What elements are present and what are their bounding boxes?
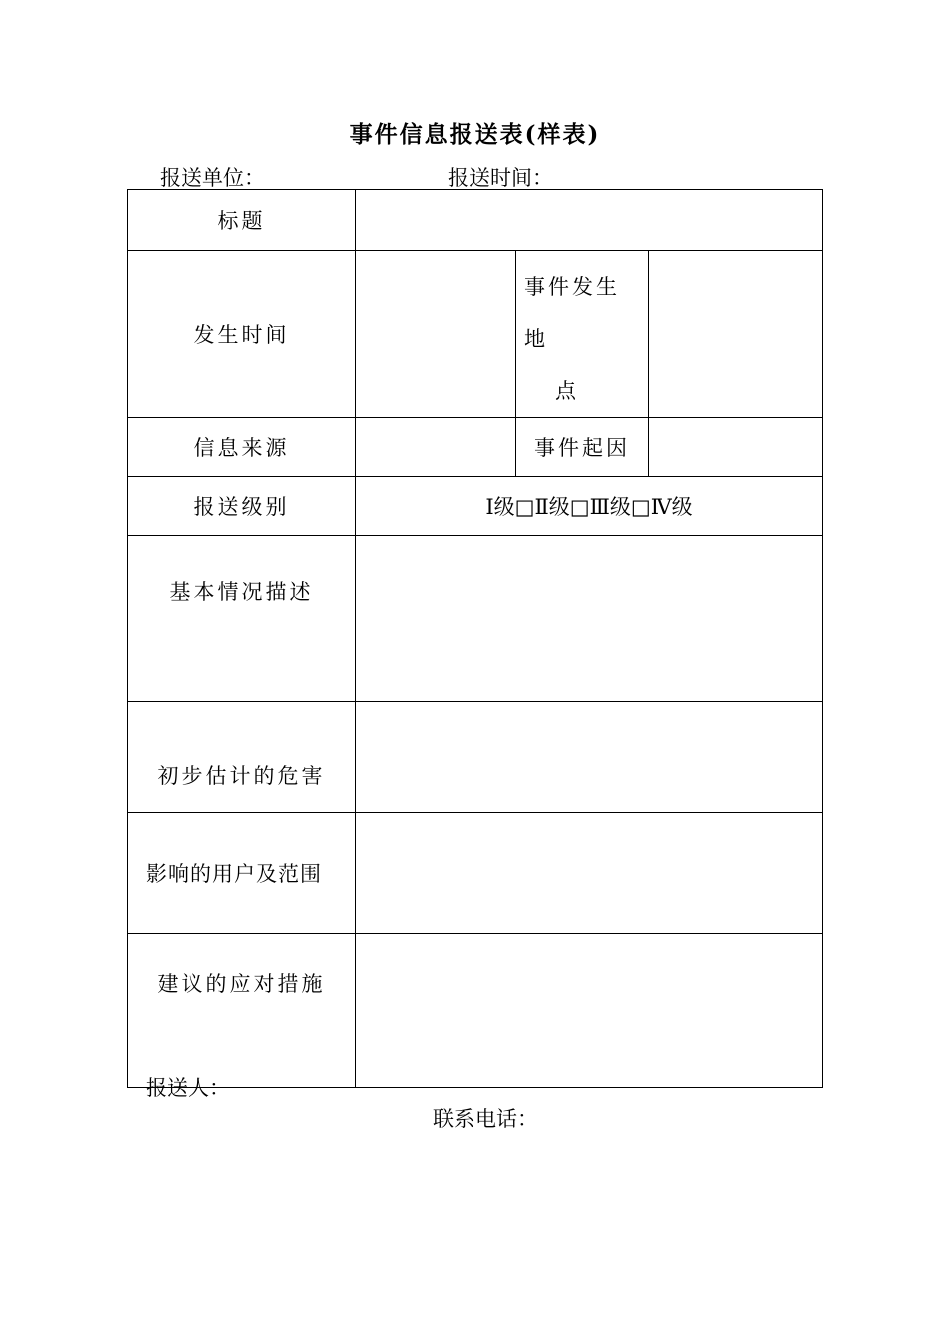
- event-place-label: [516, 251, 649, 418]
- report-time-label: 报送时间：: [448, 166, 553, 190]
- impact-label: 影响的用户及范围: [128, 813, 356, 934]
- report-unit-label: 报送单位：: [160, 166, 265, 190]
- title-label: 标题: [128, 190, 356, 251]
- measures-field[interactable]: [356, 934, 823, 1088]
- occurrence-time-label: 发生时间: [128, 251, 356, 418]
- table-row-time-place: [128, 251, 823, 418]
- table-row-description: [128, 536, 823, 702]
- report-level-label: 报送级别: [128, 477, 356, 536]
- event-place-field[interactable]: [649, 251, 823, 418]
- event-place-line2: 地: [524, 327, 548, 351]
- event-place-line3: 点: [555, 379, 579, 403]
- title-field[interactable]: [356, 190, 823, 251]
- table-row-level: [128, 477, 823, 536]
- event-cause-label: 事件起因: [516, 418, 649, 477]
- page-title: 事件信息报送表(样表): [349, 121, 601, 148]
- impact-field[interactable]: [356, 813, 823, 934]
- report-level-options[interactable]: Ⅰ级□Ⅱ级□Ⅲ级□Ⅳ级: [356, 477, 823, 536]
- description-label: 基本情况描述: [128, 536, 356, 702]
- table-row-measures: [128, 934, 823, 1088]
- event-cause-field[interactable]: [649, 418, 823, 477]
- info-source-field[interactable]: [356, 418, 516, 477]
- table-row-impact: [128, 813, 823, 934]
- table-row-source-cause: [128, 418, 823, 477]
- event-report-table: [127, 189, 823, 1088]
- table-row-harm: [128, 702, 823, 813]
- phone-label: 联系电话：: [433, 1107, 538, 1131]
- occurrence-time-field[interactable]: [356, 251, 516, 418]
- description-field[interactable]: [356, 536, 823, 702]
- measures-label: 建议的应对措施: [128, 934, 356, 1088]
- harm-field[interactable]: [356, 702, 823, 813]
- info-source-label: 信息来源: [128, 418, 356, 477]
- harm-label: 初步估计的危害: [128, 702, 356, 813]
- table-row-title: [128, 190, 823, 251]
- reporter-label: 报送人：: [146, 1076, 230, 1100]
- event-place-line1: 事件发生: [524, 275, 620, 299]
